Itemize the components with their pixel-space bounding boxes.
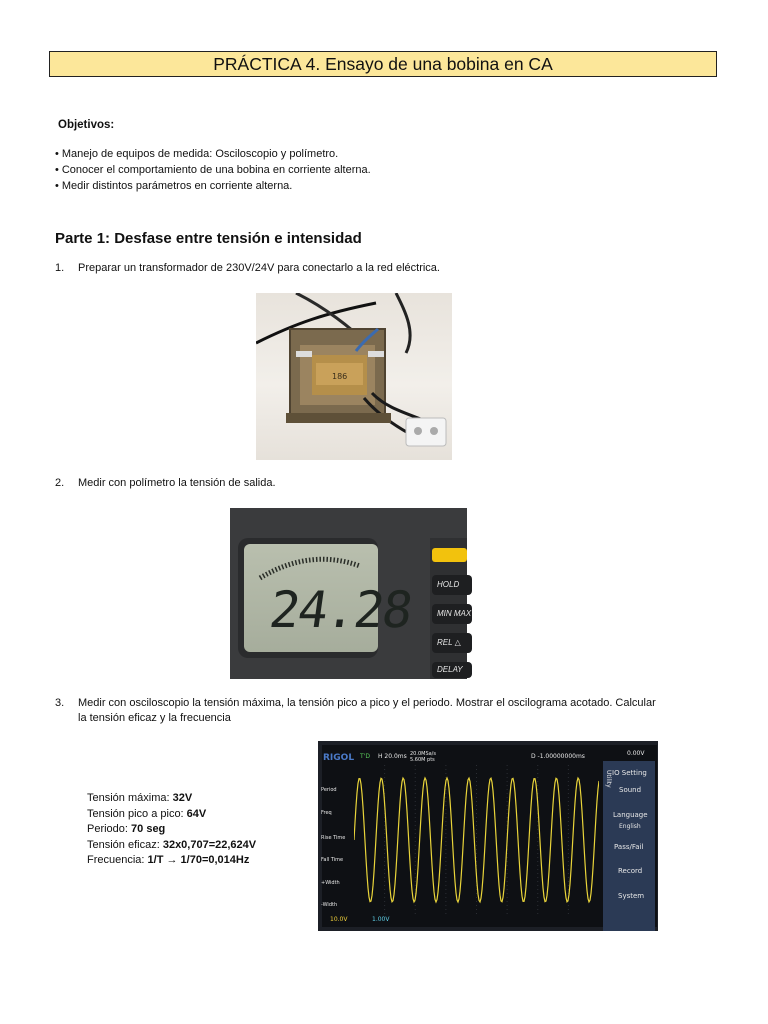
menu-rise-time: Rise Time: [321, 835, 346, 841]
objetivos-list: [55, 146, 371, 194]
objetivo-item: • Manejo de equipos de medida: Osciloscopio y polímetro.: [55, 146, 371, 162]
record-softkey: Record: [618, 867, 643, 875]
menu-plus-width: +Width: [321, 880, 340, 886]
io-setting-softkey: IO Setting: [612, 769, 647, 777]
result-period: Periodo: 70 seg: [87, 823, 166, 835]
scope-sample-rate: 20.0MSa/s 5.60M pts: [410, 751, 436, 763]
step-number: 2.: [55, 477, 65, 489]
result-vpp: Tensión pico a pico: 64V: [87, 807, 207, 820]
scope-ch1-scale: 10.0V: [330, 916, 348, 923]
results-block: [87, 791, 256, 869]
scope-trigger-level: 0.00V: [627, 750, 645, 757]
scope-brand: RIGOL: [323, 753, 355, 763]
menu-minus-width: -Width: [321, 902, 338, 908]
step-number: 3.: [55, 697, 65, 709]
scope-status: T'D: [360, 753, 370, 760]
menu-freq: Freq: [321, 810, 332, 816]
step-3: [55, 696, 665, 726]
rel-button: REL △: [432, 633, 472, 653]
result-frequency: Frecuencia: 1/T → 1/70=0,014Hz: [87, 854, 250, 866]
system-softkey: System: [618, 892, 645, 900]
step-text: Preparar un transformador de 230V/24V para conectarlo a la red eléctrica.: [78, 262, 440, 274]
menu-fall-time: Fall Time: [321, 857, 344, 863]
scope-waveform: [354, 778, 599, 902]
step-number: 1.: [55, 262, 65, 274]
min-max-button: MIN MAX: [432, 604, 472, 624]
utility-label: Utility: [605, 770, 612, 788]
scope-ch2-scale: 1.00V: [372, 916, 390, 923]
transformer-photo: [256, 293, 452, 460]
objetivo-item: • Medir distintos parámetros en corriente alterna.: [55, 178, 371, 194]
pass-fail-softkey: Pass/Fail: [614, 843, 644, 851]
page-title: PRÁCTICA 4. Ensayo de una bobina en CA: [49, 51, 717, 77]
section-title: Parte 1: Desfase entre tensión e intensidad: [55, 230, 362, 247]
step-text: Medir con polímetro la tensión de salida.: [78, 477, 276, 489]
objetivo-item: • Conocer el comportamiento de una bobina en corriente alterna.: [55, 162, 371, 178]
svg-text:186: 186: [332, 372, 348, 381]
step-2: [55, 476, 276, 491]
hold-button: HOLD: [432, 575, 472, 595]
delay-button: DELAY: [432, 662, 472, 678]
result-vrms: Tensión eficaz: 32x0,707=22,624V: [87, 838, 257, 851]
result-vmax: Tensión máxima: 32V: [87, 792, 193, 804]
scope-trigger-pos: D -1.00000000ms: [531, 753, 585, 760]
step-text: Medir con osciloscopio la tensión máxima, la tensión pico a pico y el periodo. Mostrar el oscilograma acotado. Calcular la tensión eficaz y la frecuencia: [78, 697, 656, 724]
sound-softkey: Sound: [619, 786, 642, 794]
objetivos-label: Objetivos:: [58, 119, 115, 131]
language-value: English: [619, 823, 641, 830]
menu-period: Period: [321, 787, 337, 793]
lcd-reading: 24.28: [265, 581, 415, 639]
scope-timebase: H 20.0ms: [378, 753, 407, 760]
language-softkey: Language: [613, 811, 648, 819]
step-1: [55, 261, 440, 276]
